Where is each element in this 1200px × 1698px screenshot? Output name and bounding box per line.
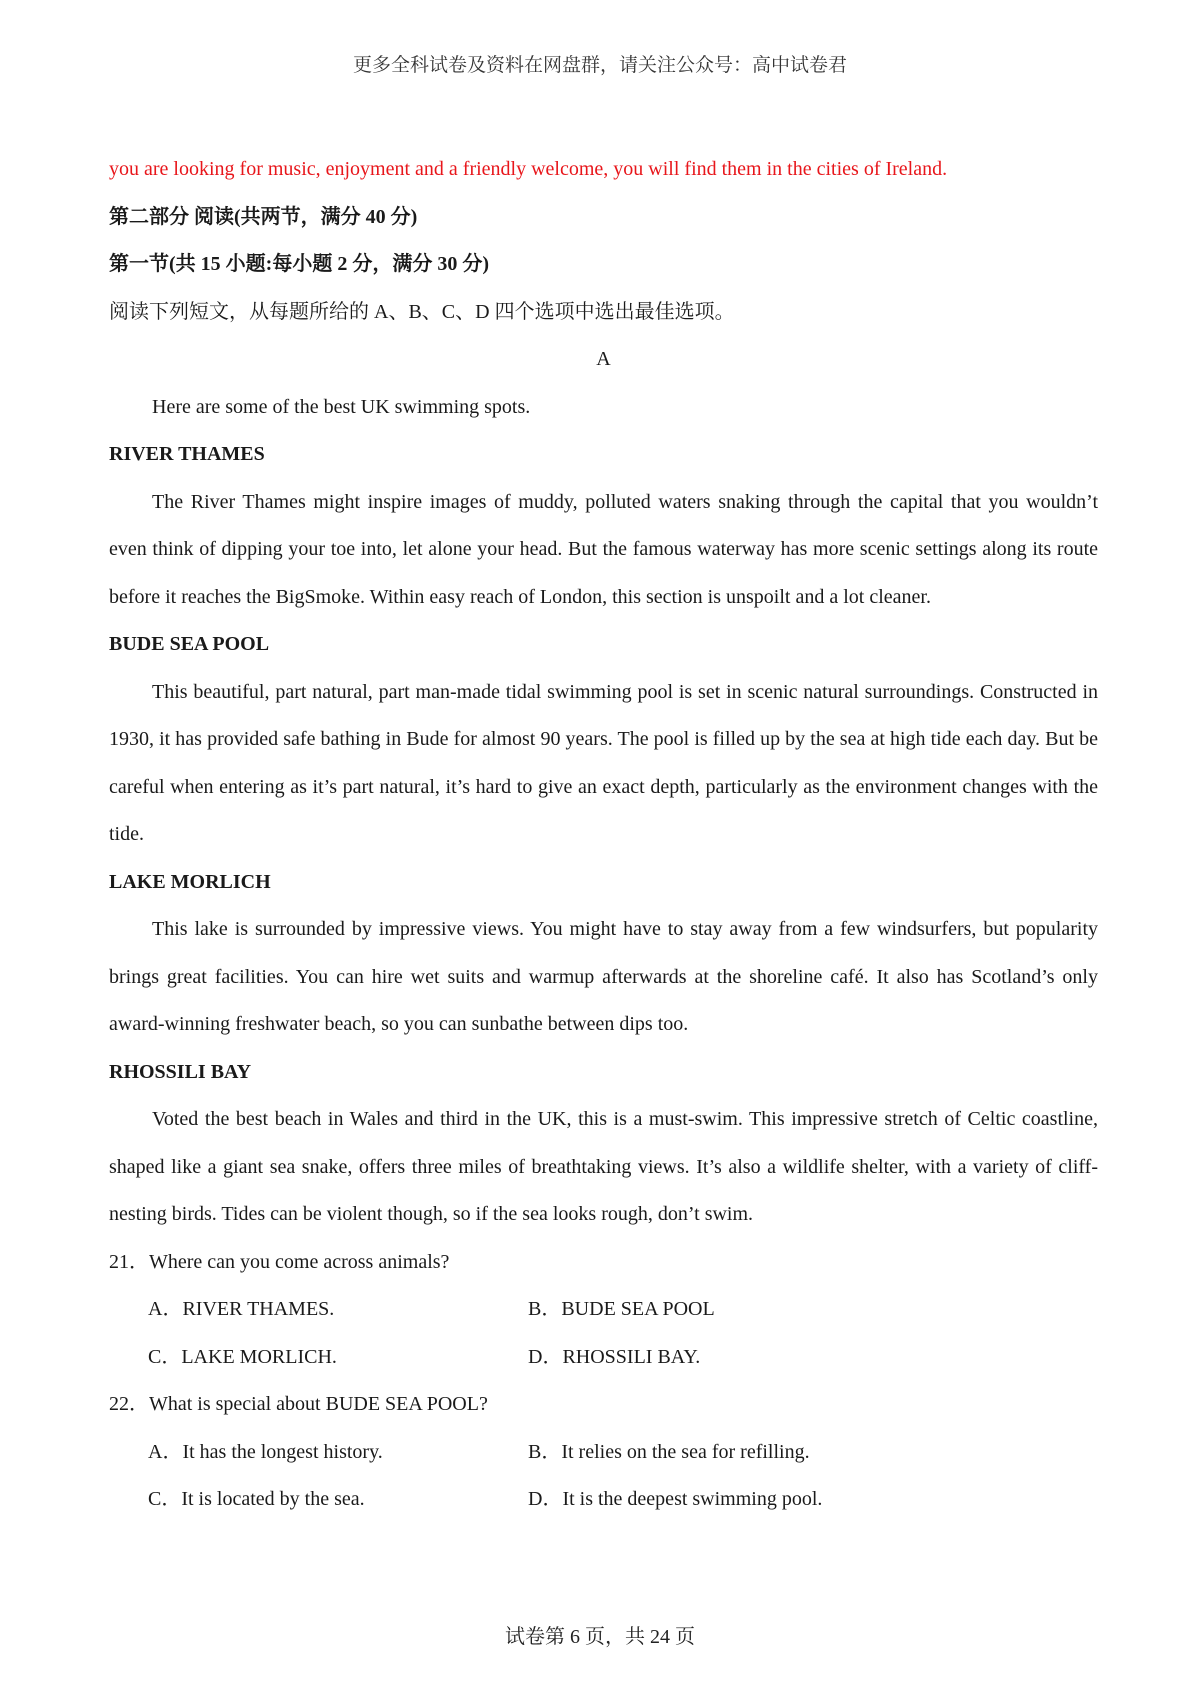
question-21-options-row-1 xyxy=(109,1286,1098,1334)
question-21-option-a: A．RIVER THAMES. xyxy=(148,1298,335,1320)
question-21-stem: 21．Where can you come across animals? xyxy=(109,1250,450,1273)
question-21-options-row-2 xyxy=(109,1334,1098,1382)
question-22-option-a: A．It has the longest history. xyxy=(148,1440,383,1463)
question-22-options-row-1 xyxy=(109,1429,1098,1477)
spot-heading-rhossili-bay: RHOSSILI BAY xyxy=(109,1060,252,1083)
spot-heading-lake-morlich: LAKE MORLICH xyxy=(109,870,271,893)
question-21-option-c: C．LAKE MORLICH. xyxy=(148,1345,337,1368)
spot-text-rhossili-bay: Voted the best beach in Wales and third in the UK, this is a must-swim. This impressive stretch of Celtic coastline, shaped like a giant sea snake, offers three miles of breathtaking views. It’s also a wildlife shelter, with a variety of cliff-nesting birds. Tides can be violent though, so if the sea looks rough, don’t swim. xyxy=(109,1108,1098,1225)
part-title: 第二部分 阅读(共两节，满分 40 分) xyxy=(109,205,418,228)
spot-text-lake-morlich: This lake is surrounded by impressive views. You might have to stay away from a few windsurfers, but popularity brings great facilities. You can hire wet suits and warmup afterwards at the shoreline café. It also has Scotland’s only award-winning freshwater beach, so you can sunbathe between dips too. xyxy=(109,918,1098,1035)
question-22-option-c: C．It is located by the sea. xyxy=(148,1488,365,1510)
spot-heading-bude-sea-pool: BUDE SEA POOL xyxy=(109,633,270,655)
question-22-stem: 22．What is special about BUDE SEA POOL? xyxy=(109,1393,488,1415)
passage-label: A xyxy=(596,348,611,370)
page-content xyxy=(109,146,1098,1524)
question-22-option-b: B．It relies on the sea for refilling. xyxy=(528,1440,810,1463)
instruction: 阅读下列短文，从每题所给的 A、B、C、D 四个选项中选出最佳选项。 xyxy=(109,300,735,323)
spot-text-river-thames: The River Thames might inspire images of muddy, polluted waters snaking through the capital that you wouldn’t even think of dipping your toe into, let alone your head. But the famous waterway has more scenic settings along its route before it reaches the BigSmoke. Within easy reach of London, this section is unspoilt and a lot cleaner. xyxy=(109,490,1098,608)
question-22-options-row-2 xyxy=(109,1476,1098,1524)
passage-lead: Here are some of the best UK swimming spots. xyxy=(152,395,531,418)
question-22-option-d: D．It is the deepest swimming pool. xyxy=(528,1488,823,1510)
spot-heading-river-thames: RIVER THAMES xyxy=(109,443,265,465)
question-21-option-b: B．BUDE SEA POOL xyxy=(528,1298,715,1320)
question-21-option-d: D．RHOSSILI BAY. xyxy=(528,1345,701,1368)
spot-text-bude-sea-pool: This beautiful, part natural, part man-made tidal swimming pool is set in scenic natural surroundings. Constructed in 1930, it has provided safe bathing in Bude for almost 90 years. The pool is filled up by the sea at high tide each day. But be careful when entering as it’s part natural, it’s hard to give an exact depth, particularly as the environment changes with the tide. xyxy=(109,680,1098,845)
intro-line: you are looking for music, enjoyment and a friendly welcome, you will find them in the cities of Ireland. xyxy=(109,158,948,180)
section-title: 第一节(共 15 小题:每小题 2 分，满分 30 分) xyxy=(109,253,489,275)
page-footer: 试卷第 6 页，共 24 页 xyxy=(505,1626,695,1648)
page-header: 更多全科试卷及资料在网盘群，请关注公众号：高中试卷君 xyxy=(352,55,847,76)
